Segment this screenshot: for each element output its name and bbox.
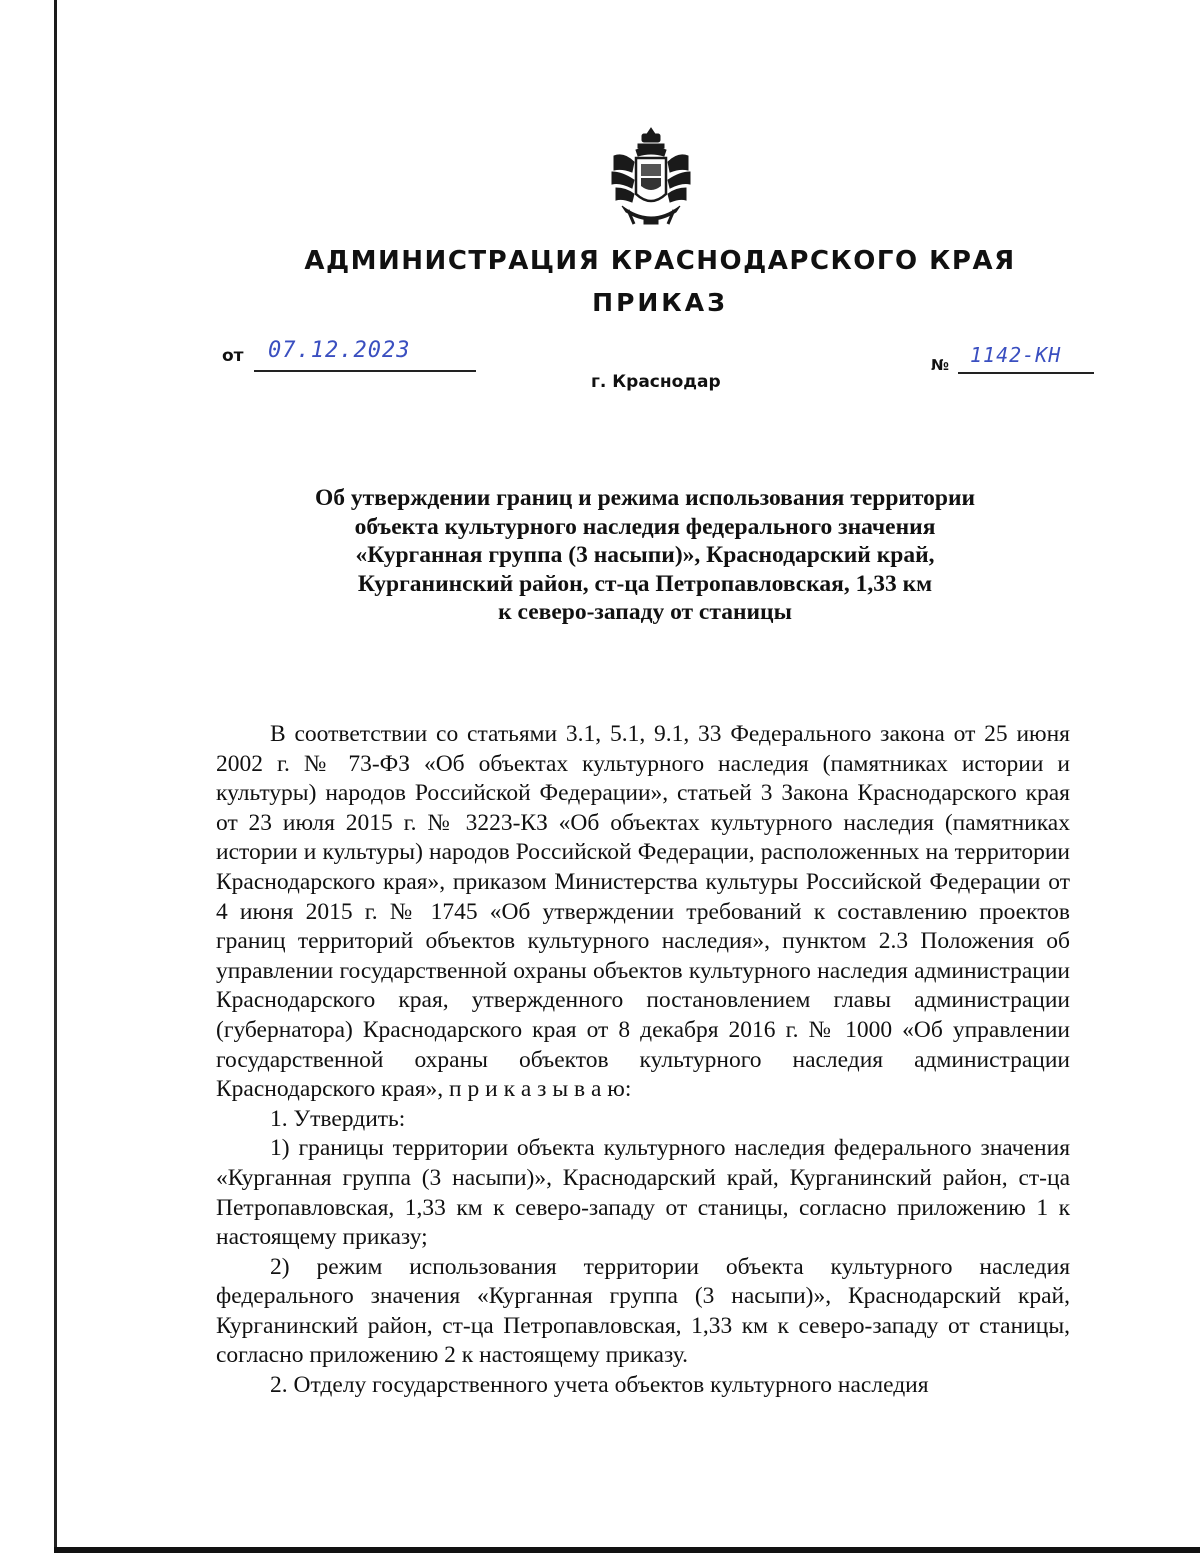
date-label: от [222,346,244,366]
city: г. Краснодар [591,372,721,392]
coat-of-arms-icon [608,126,694,228]
scan-edge [54,0,57,1553]
date-value: 07.12.2023 [268,338,411,363]
subject-line: «Курганная группа (3 насыпи)», Краснодарский край, [355,542,935,569]
clause-1-2: 2) режим использования территории объекта культурного наследия федерального значения «Курганная группа (3 насыпи)», Краснодарский край, Курганинский район, ст-ца Петропавловская, 1,33 км к северо-западу от станицы, согласно приложению 2 к настоящему приказу. [216,1253,1070,1369]
number-label: № [931,356,950,374]
preamble-paragraph: В соответствии со статьями 3.1, 5.1, 9.1, 33 Федерального закона от 25 июня 2002 г. № 73-ФЗ «Об объектах культурного наследия (памятниках истории и культуры) народов Российской Федерации», статьей 3 Закона Краснодарского края от 23 июля 2015 г. № 3223-КЗ «Об объектах культурного наследия (памятниках истории и культуры) народов Российской Федерации, расположенных на территории Краснодарского края», приказом Министерства культуры Российской Федерации от 4 июня 2015 г. № 1745 «Об утверждении требований к составлению проектов границ территорий объектов культурного наследия», пунктом 2.3 Положения об управлении государственной охраны объектов культурного наследия администрации Краснодарского края, утвержденного постановлением главы администрации (губернатора) Краснодарского края от 8 декабря 2016 г. № 1000 «Об управлении государственной охраны объектов культурного наследия администрации Краснодарского края», п р и к а з ы в а ю: [216,721,1070,1103]
subject-line: к северо-западу от станицы [498,599,792,626]
document-type: ПРИКАЗ [592,288,728,317]
clause-2: 2. Отделу государственного учета объектов культурного наследия [270,1372,929,1399]
clause-1: 1. Утвердить: [270,1105,406,1132]
clause-1-1: 1) границы территории объекта культурного наследия федерального значения «Курганная группа (3 насыпи)», Краснодарский край, Курганинский район, ст-ца Петропавловская, 1,33 км к северо-западу от станицы, согласно приложению 1 к настоящему приказу; [216,1135,1070,1251]
subject-line: Курганинский район, ст-ца Петропавловская, 1,33 км [357,570,933,597]
date-underline [254,370,476,372]
number-underline [958,372,1094,374]
document-body [216,720,1070,1401]
document-subject [250,484,1040,627]
subject-line: объекта культурного наследия федерального значения [354,513,936,540]
number-value: 1142-КН [970,343,1062,367]
scan-edge-bottom [54,1547,1200,1553]
subject-line: Об утверждении границ и режима использования территории [314,485,976,511]
organization-title: АДМИНИСТРАЦИЯ КРАСНОДАРСКОГО КРАЯ [304,246,1016,276]
